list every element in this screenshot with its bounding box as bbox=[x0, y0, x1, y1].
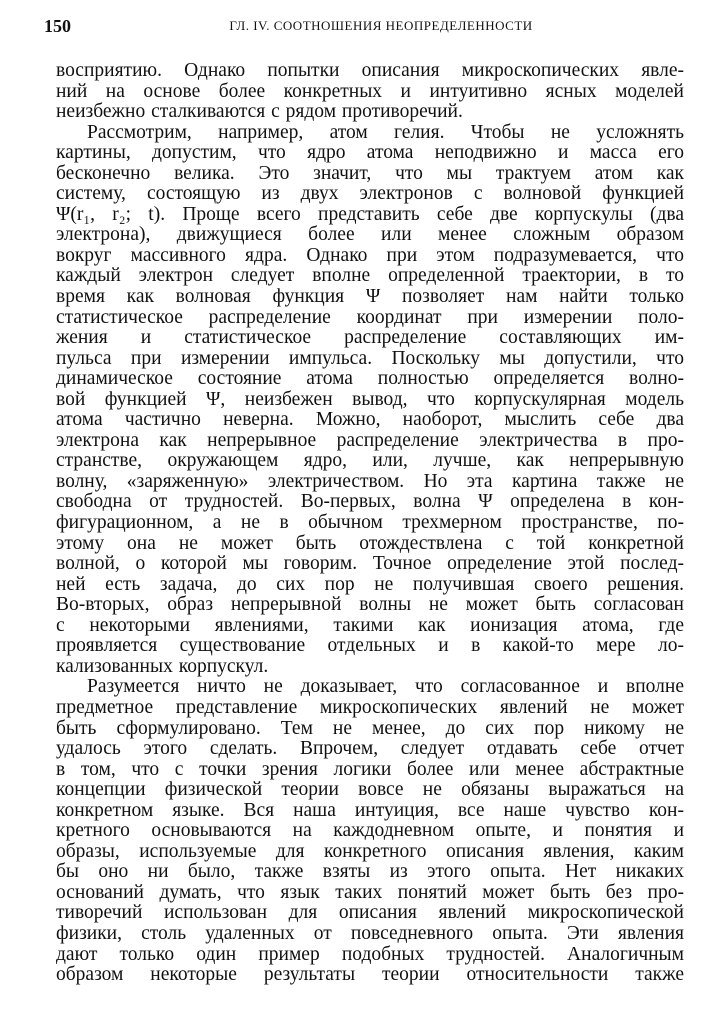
text-line: оснований думать, что язык таких понятий может быть без про- bbox=[56, 881, 684, 903]
text-line: предметное представление микроскопических явлений не может bbox=[56, 696, 684, 718]
text-line: образы, используемые для конкретного описания явления, каким bbox=[56, 840, 684, 862]
text-line: ней есть задача, до сих пор не получившая своего решения. bbox=[56, 573, 684, 595]
text-line: бесконечно велика. Это значит, что мы трактуем атом как bbox=[56, 162, 684, 184]
text-line: в том, что с точки зрения логики более или менее абстрактные bbox=[56, 758, 684, 780]
text-line: атома частично неверна. Можно, наоборот, мыслить себе два bbox=[56, 409, 684, 431]
text-line: вой функцией Ψ, неизбежен вывод, что корпускулярная модель bbox=[56, 388, 684, 410]
text-line: физики, столь удаленных от повседневного опыта. Эти явления bbox=[56, 922, 684, 944]
text-line: Рассмотрим, например, атом гелия. Чтобы не усложнять bbox=[87, 121, 684, 143]
text-line: вокруг массивного ядра. Однако при этом подразумевается, что bbox=[56, 244, 684, 266]
text-line: восприятию. Однако попытки описания микроскопических явле- bbox=[56, 60, 684, 81]
text-line: тиворечий использован для описания явлений микроскопической bbox=[56, 902, 684, 924]
text-line: проявляется существование отдельных и в какой-то мере ло- bbox=[56, 635, 684, 657]
text-line: свободна от трудностей. Во-первых, волна Ψ определена в кон- bbox=[56, 491, 684, 513]
text-line: пульса при измерении импульса. Поскольку мы допустили, что bbox=[56, 347, 684, 369]
text-line: кретного основываются на каждодневном опыте, и понятия и bbox=[56, 820, 684, 842]
text-line: с некоторыми явлениями, такими как ионизация атома, где bbox=[56, 614, 684, 636]
body-text bbox=[56, 61, 684, 986]
paragraph bbox=[56, 61, 684, 123]
text-line: жения и статистическое распределение составляющих им- bbox=[56, 327, 684, 349]
paragraph bbox=[56, 677, 684, 985]
text-line: образом некоторые результаты теории относительности также bbox=[56, 964, 684, 986]
text-line: быть сформулировано. Тем не менее, до сих пор никому не bbox=[56, 717, 684, 739]
text-line: динамическое состояние атома полностью определяется волно- bbox=[56, 368, 684, 390]
text-line: кализованных корпускул. bbox=[56, 655, 269, 677]
running-title: ГЛ. IV. СООТНОШЕНИЯ НЕОПРЕДЕЛЕННОСТИ bbox=[229, 18, 533, 33]
text-line: неизбежно сталкиваются с рядом противоречий. bbox=[56, 101, 463, 123]
text-line: электрона), движущиеся более или менее сложным образом bbox=[56, 224, 684, 246]
text-line: странстве, окружающем ядро, или, лучше, как непрерывную bbox=[56, 450, 684, 472]
text-line: ний на основе более конкретных и интуитивно ясных моделей bbox=[56, 80, 684, 102]
text-line: время как волновая функция Ψ позволяет нам найти только bbox=[56, 286, 684, 308]
text-line: Ψ(r₁, r₂; t). Проще всего представить себе две корпускулы (два bbox=[56, 203, 684, 225]
text-line: Во-вторых, образ непрерывной волны не может быть согласован bbox=[56, 594, 684, 616]
text-line: бы оно ни было, также взяты из этого опыта. Нет никаких bbox=[56, 861, 684, 883]
text-line: удалось этого сделать. Впрочем, следует отдавать себе отчет bbox=[56, 738, 684, 760]
text-line: электрона как непрерывное распределение электричества в про- bbox=[56, 429, 684, 451]
text-line: каждый электрон следует вполне определенной траектории, в то bbox=[56, 265, 684, 287]
text-line: волну, «заряженную» электричеством. Но эта картина также не bbox=[56, 470, 684, 492]
text-line: фигурационном, а не в обычном трехмерном пространстве, по- bbox=[56, 512, 684, 534]
text-line: волной, о которой мы говорим. Точное определение этой послед- bbox=[56, 553, 684, 575]
text-line: этому она не может быть отождествлена с той конкретной bbox=[56, 532, 684, 554]
text-line: Разумеется ничто не доказывает, что согласованное и вполне bbox=[87, 676, 684, 698]
paragraph bbox=[56, 123, 684, 678]
text-line: конкретном языке. Вся наша интуиция, все наше чувство кон- bbox=[56, 799, 684, 821]
text-line: систему, состоящую из двух электронов с волновой функцией bbox=[56, 183, 684, 205]
text-line: картины, допустим, что ядро атома неподвижно и масса его bbox=[56, 142, 684, 164]
text-line: дают только один пример подобных трудностей. Аналогичным bbox=[56, 943, 684, 965]
page-number: 150 bbox=[44, 16, 71, 36]
text-line: статистическое распределение координат при измерении поло- bbox=[56, 306, 684, 328]
text-line: концепции физической теории вовсе не обязаны выражаться на bbox=[56, 779, 684, 801]
page-header bbox=[44, 16, 658, 40]
